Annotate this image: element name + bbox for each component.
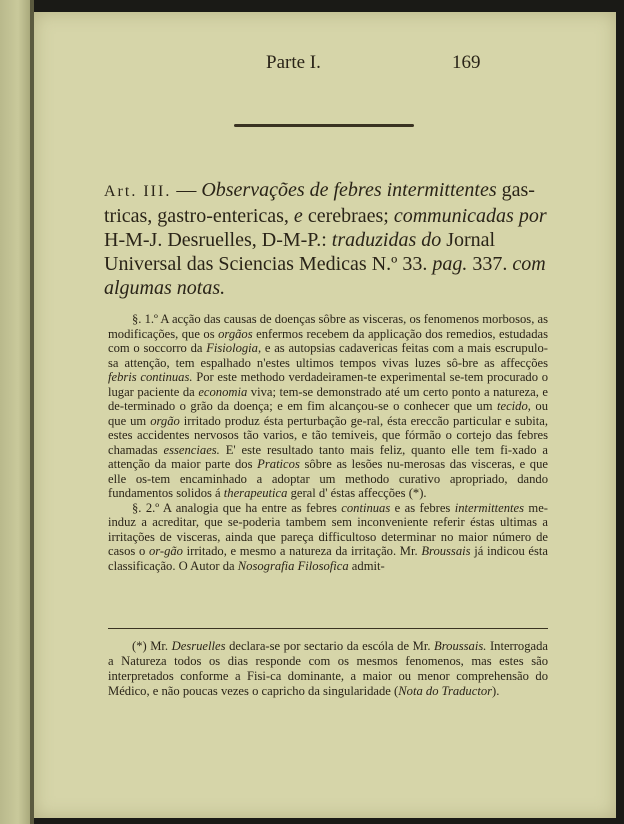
footnote: (*) Mr. Desruelles declara-se por sectario da escóla de Mr. Broussais. Interrogada a Natureza todos os dias responde com os mesmos fenomenos, mas estes são interpretados conforme a Fisi-ca dominante, a maior ou menor comprehensão do Médico, e não poucas vezes o capricho da singularidade (Nota do Traductor). (108, 639, 548, 698)
book-page (34, 12, 616, 818)
page-number: 169 (452, 52, 481, 73)
header-rule (234, 124, 414, 127)
paragraph-1: §. 1.º A acção das causas de doenças sôbre as visceras, os fenomenos morbosos, as modificações, que os orgãos enfermos recebem da applicação dos remedios, estudadas com o soccorro da Fisiologia, e as autopsias cadavericas feitas com a mais escrupulo-sa attenção, tem espalhado n'estes ultimos tempos vivas luzes sô-bre as affecções febris continuas. Por este methodo verdadeiramen-te experimental se-tem procurado o lugar paciente da economia viva; tem-se demonstrado até um certo ponto a natureza, e de-terminado o grão da doença; e em fim alcançou-se o conhecer que um tecido, ou que um orgão irritado produz ésta perturbação ge-ral, ésta ereccão particular e subita, estes accidentes nervosos tão varios, e tão temiveis, que fórmão o cortejo das febres chamadas essenciaes. E' este resultado tanto mais feliz, quanto elle tem fi-xado a attenção da maior parte dos Praticos sôbre as lesões nu-merosas das visceras, e que elle os-tem encaminhado a adoptar um methodo curativo apropriado, dando fundamentos solidos á therapeutica geral d' éstas affecções (*). (108, 312, 549, 500)
previous-page-edge (0, 0, 31, 824)
paragraph-2: §. 2.º A analogia que ha entre as febres continuas e as febres intermittentes me-induz a acreditar, que se-poderia tambem sem inconveniente referir éstas ultimas a irritações de visceras, ainda que pareça difficultoso determinar no maior número de casos o or-gão irritado, e mesmo a natureza da irritação. Mr. Broussais já indicou ésta classificação. O Autor da Nosografia Filosofica admit- (108, 500, 549, 573)
page-header (34, 52, 616, 82)
body-text (108, 312, 548, 573)
article-title: Art. III. — Observações de febres intermittentes gas-tricas, gastro-entericas, e cerebraes; communicadas por H-M-J. Desruelles, D-M-P.: traduzidas do Jornal Universal das Sciencias Medicas N.º 33. pag. 337. com algumas notas. (104, 179, 547, 299)
article-number: Art. III. (104, 183, 172, 200)
running-title: Parte I. (266, 52, 321, 73)
footnote-rule (108, 628, 548, 629)
